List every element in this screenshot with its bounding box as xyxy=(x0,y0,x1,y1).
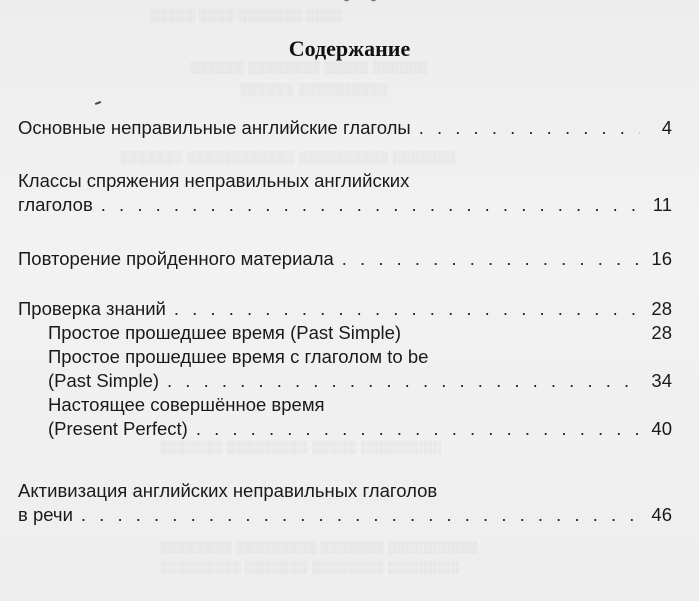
bleed-through-text: ░░░░░░░░░ ░░░░░░░ ░░░░░░░░ ░░░░░░░░ xyxy=(160,560,460,574)
toc-page-number: 11 xyxy=(652,194,672,215)
toc-page-number: 4 xyxy=(661,117,672,138)
toc-entry xyxy=(18,479,672,527)
toc-subentry-title: Простое прошедшее время с глаголом to be xyxy=(48,346,429,367)
toc-entry xyxy=(18,169,672,217)
toc-page-number: 34 xyxy=(651,370,672,391)
toc-entry-title: Повторение пройденного материала xyxy=(18,248,334,269)
toc-entry-title: Проверка знаний xyxy=(18,298,166,319)
toc-subentry-title: Настоящее совершённое время xyxy=(48,394,325,415)
bleed-through-text: ░░░░░░░░ ░░░░░░░░░ ░░░░░░░ ░░░░░░░░░░ xyxy=(160,540,478,554)
toc-subentry-title: Простое прошедшее время (Past Simple) xyxy=(48,322,402,343)
toc-page-number: 28 xyxy=(651,298,672,319)
bleed-through-text: ░░░░░ ░░░░ ░░░░░░░ ░░░░ xyxy=(150,8,342,22)
toc-page-number: 40 xyxy=(651,418,672,439)
dot-leader xyxy=(196,417,640,441)
bleed-through-text: ░░░░░░░ ░░░░░░░░░ ░░░░░ ░░░░░░░░░ xyxy=(160,440,442,454)
dot-leader xyxy=(419,116,640,140)
toc-entry-title: глаголов xyxy=(18,194,93,215)
bleed-through-text: ░░░░░░ ░░░░░░░░ ░░░░░ ░░░░░░ xyxy=(190,60,427,74)
toc-entry-title: Классы спряжения неправильных английских xyxy=(18,170,410,191)
stray-mark xyxy=(95,101,101,105)
toc-entry xyxy=(18,247,672,271)
toc-entry xyxy=(18,297,672,441)
toc-entry xyxy=(18,116,672,140)
dot-leader xyxy=(101,193,640,217)
dot-leader xyxy=(81,503,640,527)
bleed-through-text: ░░░░░░░ ░░░░░░░░░░░░ ░░░░░░░░░░ ░░░░░░░ xyxy=(120,150,456,164)
dot-leader xyxy=(174,297,640,321)
page-title: Содержание xyxy=(288,36,411,61)
dot-leader xyxy=(167,369,640,393)
toc-page-number: 16 xyxy=(651,248,672,269)
toc-subentry-title: (Present Perfect) xyxy=(48,418,188,439)
toc-page-number: 28 xyxy=(651,322,672,343)
toc-subentry-title: (Past Simple) xyxy=(48,370,160,391)
toc-entry-title: Основные неправильные английские глаголы xyxy=(18,117,411,138)
dot-leader xyxy=(342,247,640,271)
ornament-icon xyxy=(340,0,380,6)
toc-entry-title: в речи xyxy=(18,504,73,525)
bleed-through-text: ░░░░░░ ░░░░░░░░░░ xyxy=(240,82,388,96)
toc-entry-title: Активизация английских неправильных глаголов xyxy=(18,480,438,501)
toc-page-number: 46 xyxy=(651,504,672,525)
